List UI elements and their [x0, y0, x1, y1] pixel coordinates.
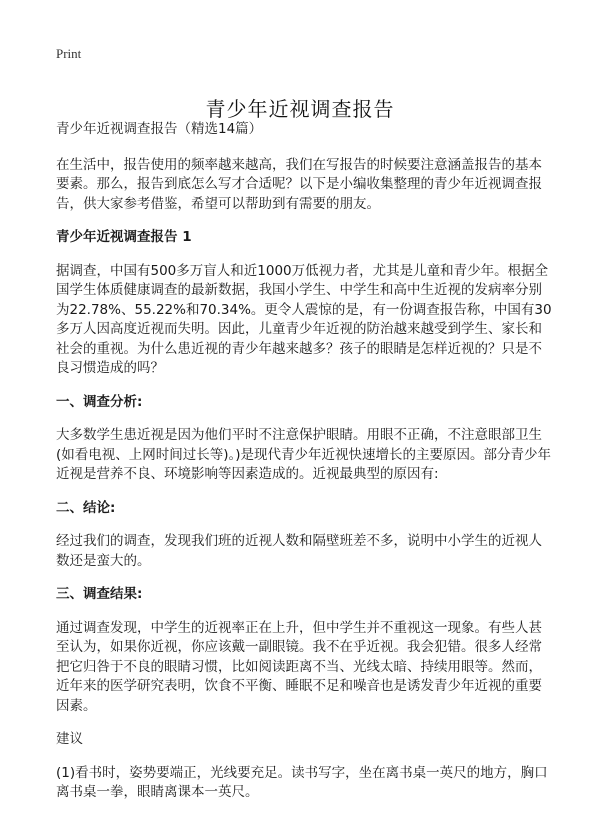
document-subtitle: 青少年近视调查报告（精选14篇） — [56, 121, 263, 137]
suggestion-label: 建议 — [56, 731, 83, 747]
results-heading: 三、调查结果: — [56, 586, 143, 602]
report1-heading: 青少年近视调查报告 1 — [56, 229, 192, 245]
suggestion-item-1: (1)看书时，姿势要端正，光线要充足。读书写字，坐在离书桌一英尺的地方，胸口离书桌一拳，眼睛离课本一英尺。 — [56, 764, 548, 800]
conclusion-heading: 二、结论: — [56, 499, 116, 516]
document-body — [56, 120, 552, 817]
report1-paragraph: 据调查，中国有500多万盲人和近1000万低视力者，尤其是儿童和青少年。根据全国学生体质健康调查的最新数据，我国小学生、中学生和高中生近视的发病率分别为22.78%、55.22%和70.34%。更令人震惊的是，有一份调查报告称，中国有30多万人因高度近视而失明。因此，儿童青少年近视的防治越来越受到学生、家长和社会的重视。为什么患近视的青少年越来越多？孩子的眼睛是怎样近视的？只是不良习惯造成的吗？ — [56, 262, 552, 376]
results-paragraph: 通过调查发现，中学生的近视率正在上升，但中学生并不重视这一现象。有些人甚至认为，如果你近视，你应该戴一副眼镜。我不在乎近视。我会犯错。很多人经常把它归咎于不良的眼睛习惯，比如阅读距离不当、光线太暗、持续用眼等。然而，近年来的医学研究表明，饮食不平衡、睡眠不足和噪音也是诱发青少年近视的重要因素。 — [56, 619, 542, 714]
intro-paragraph: 在生活中，报告使用的频率越来越高，我们在写报告的时候要注意涵盖报告的基本要素。那么，报告到底怎么写才合适呢？以下是小编收集整理的青少年近视调查报告，供大家参考借鉴，希望可以帮助到有需要的朋友。 — [56, 156, 542, 212]
analysis-paragraph: 大多数学生患近视是因为他们平时不注意保护眼睛。用眼不正确，不注意眼部卫生(如看电视、上网时间过长等)。)是现代青少年近视快速增长的主要原因。部分青少年近视是营养不良、环境影响等因素造成的。近视最典型的原因有: — [56, 427, 552, 482]
conclusion-paragraph: 经过我们的调查，发现我们班的近视人数和隔壁班差不多，说明中小学生的近视人数还是蛮大的。 — [56, 533, 542, 569]
print-link[interactable]: Print — [56, 46, 82, 61]
page-title: 青少年近视调查报告 — [205, 97, 395, 122]
analysis-heading: 一、调查分析: — [56, 393, 143, 410]
